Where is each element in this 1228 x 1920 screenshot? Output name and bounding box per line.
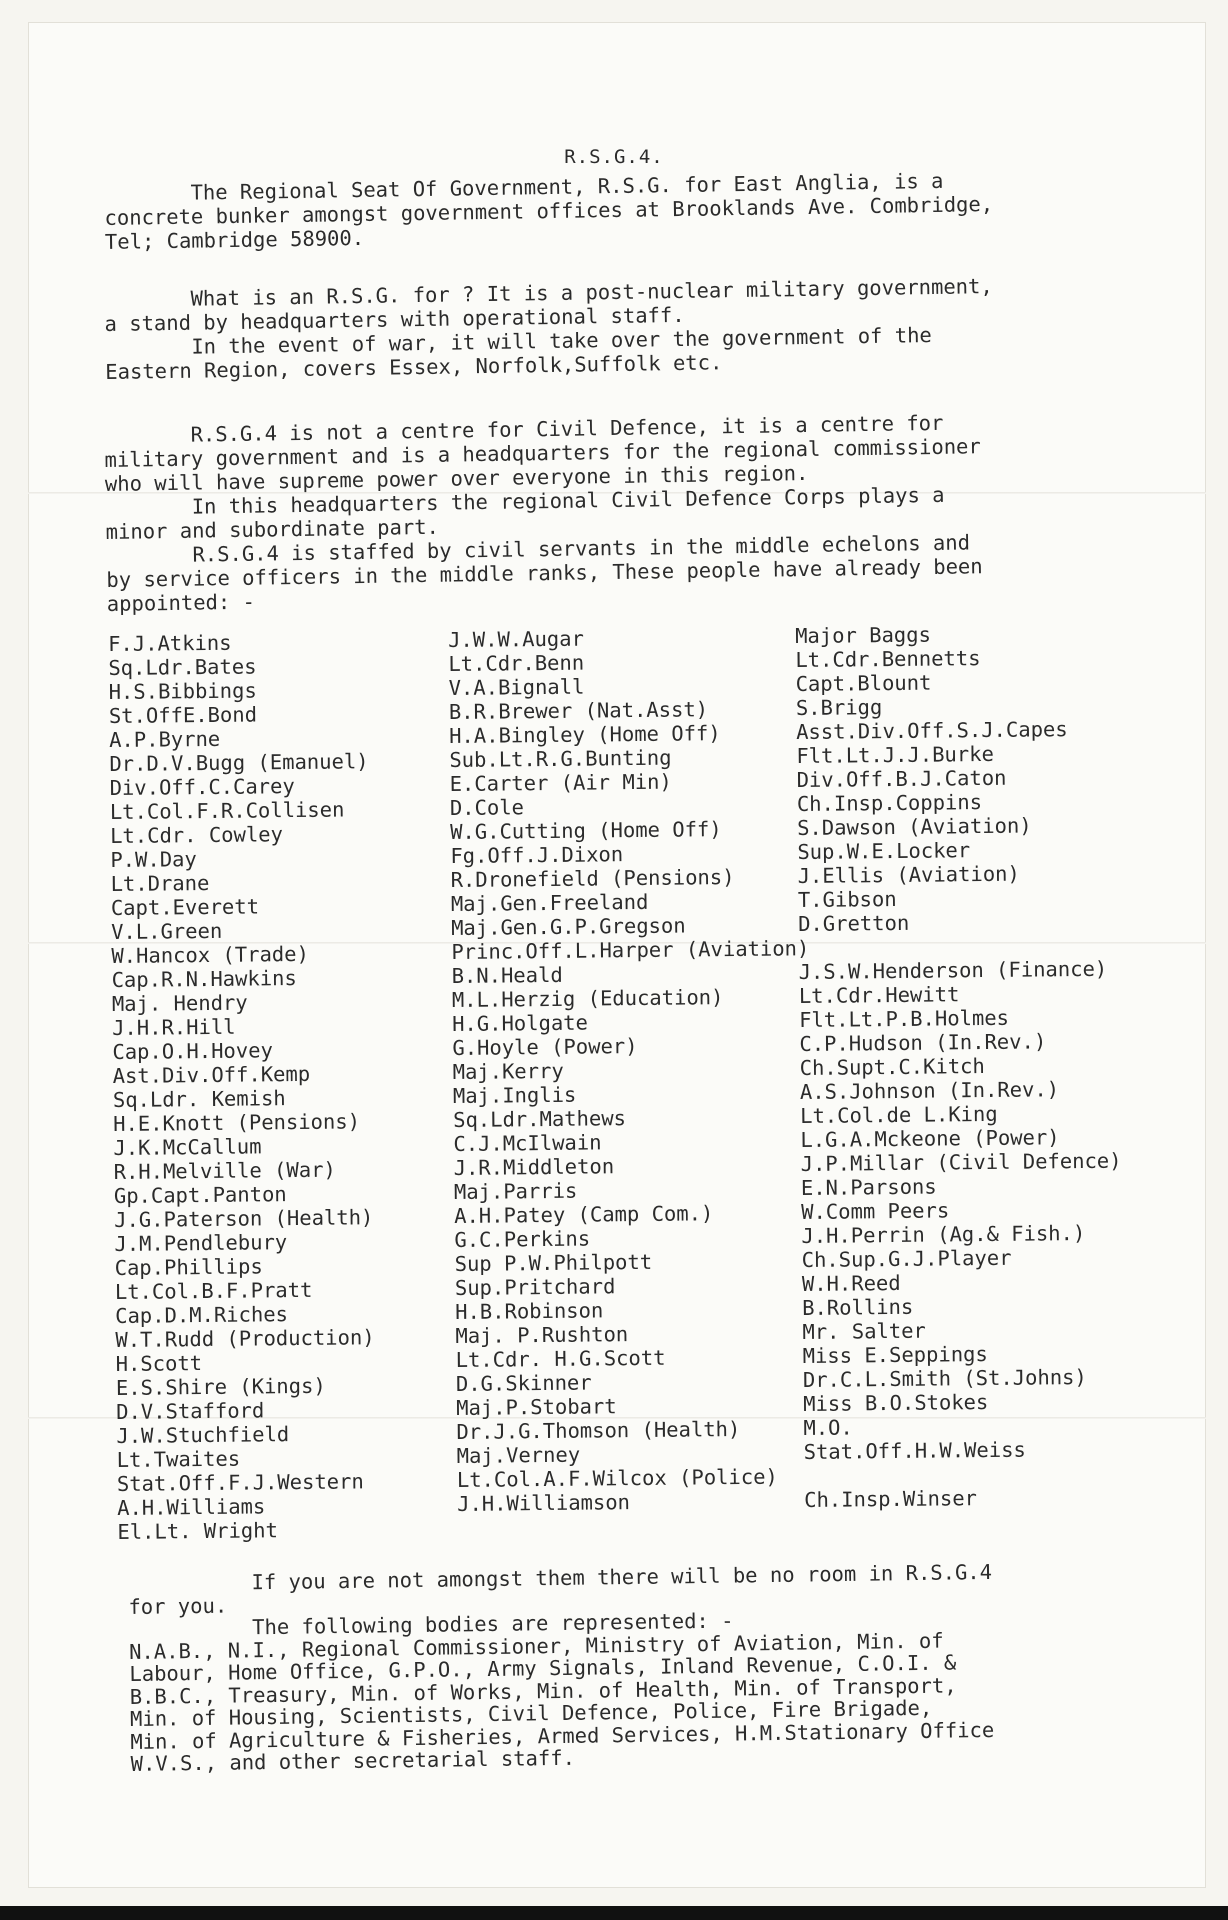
staff-name: H.E.Knott (Pensions) bbox=[113, 1109, 361, 1136]
staff-name: Lt.Col.B.F.Pratt bbox=[114, 1277, 313, 1304]
staff-name: J.H.Williamson bbox=[457, 1490, 631, 1516]
staff-name: C.J.McIlwain bbox=[453, 1130, 602, 1156]
staff-name: W.G.Cutting (Home Off) bbox=[450, 817, 722, 844]
staff-name: J.R.Middleton bbox=[453, 1154, 615, 1180]
staff-name: Lt.Cdr.Benn bbox=[448, 650, 585, 676]
staff-name: Sup.Pritchard bbox=[454, 1274, 616, 1300]
staff-name: H.B.Robinson bbox=[455, 1298, 604, 1324]
staff-name: R.Dronefield (Pensions) bbox=[450, 865, 735, 892]
staff-name: J.W.Stuchfield bbox=[116, 1422, 290, 1448]
staff-name: Maj.P.Stobart bbox=[456, 1394, 617, 1420]
staff-name: M.O. bbox=[803, 1415, 853, 1440]
staff-name: T.Gibson bbox=[797, 886, 897, 912]
staff-name: Lt.Cdr. H.G.Scott bbox=[455, 1345, 666, 1372]
staffing-paragraph: R.S.G.4 is not a centre for Civil Defence, it is a centre for military government and is a headquarters for the regional commissioner who will have supreme power over everyone in this region. In this headquarters the regional Civil Defence Corps plays a minor and subordinate part. R.S.G.4 is staffed by civil servants in the middle echelons and by service officers in the middle ranks, These people have already been appointed: - bbox=[104, 410, 983, 616]
staff-name bbox=[798, 933, 1119, 960]
staff-name: Princ.Off.L.Harper (Aviation) bbox=[451, 936, 810, 964]
staff-name: R.H.Melville (War) bbox=[113, 1157, 336, 1184]
staff-name: B.R.Brewer (Nat.Asst) bbox=[448, 697, 709, 724]
staff-name: P.W.Day bbox=[110, 847, 197, 872]
staff-name: Cap.O.H.Hovey bbox=[112, 1038, 273, 1064]
staff-name: Maj.Gen.Freeland bbox=[450, 889, 649, 916]
staff-name: Lt.Cdr.Bennetts bbox=[795, 646, 981, 672]
bottom-border bbox=[0, 1906, 1228, 1920]
staff-name: D.Cole bbox=[449, 795, 525, 820]
staff-name: Sq.Ldr. Kemish bbox=[112, 1086, 286, 1112]
staff-name: Ch.Supt.C.Kitch bbox=[799, 1054, 985, 1080]
staff-name: J.G.Paterson (Health) bbox=[114, 1205, 374, 1232]
staff-name: Div.Off.B.J.Caton bbox=[796, 765, 1007, 792]
staff-name: W.H.Reed bbox=[801, 1270, 901, 1296]
staff-name: Miss B.O.Stokes bbox=[803, 1390, 989, 1416]
staff-name: Maj.Parris bbox=[453, 1178, 578, 1204]
staff-name: Cap.Phillips bbox=[114, 1254, 263, 1280]
staff-name: Lt.Col.F.R.Collisen bbox=[109, 797, 345, 824]
staff-name: B.N.Heald bbox=[451, 962, 563, 988]
staff-name: A.H.Williams bbox=[117, 1494, 266, 1520]
staff-name: G.Hoyle (Power) bbox=[452, 1034, 638, 1060]
staff-name: Mr. Salter bbox=[802, 1318, 926, 1344]
staff-name: Dr.J.G.Thomson (Health) bbox=[456, 1416, 741, 1444]
staff-name: S.Brigg bbox=[795, 695, 883, 720]
staff-name: D.V.Stafford bbox=[116, 1398, 265, 1424]
staff-name: F.J.Atkins bbox=[108, 630, 232, 656]
staff-name: H.S.Bibbings bbox=[108, 678, 257, 704]
staff-name: J.M.Pendlebury bbox=[114, 1230, 288, 1256]
staff-name: Flt.Lt.P.B.Holmes bbox=[799, 1005, 1010, 1032]
staff-name: Fg.Off.J.Dixon bbox=[450, 842, 624, 868]
closing-paragraph: If you are not amongst them there will be no room in R.S.G.4 for you. The following bodies are represented: - N.A.B., N.I., Regional Commissioner, Ministry of Aviation, Min. of Labour, Home Office, G.P.O., Army Signals, Inland Revenue, C.O.I. & B.B.C., Treasury, Min. of Works, Min. of Health, Min. of Transport, Min. of Housing, Scientists, Civil Defence, Police, Fire Brigade, Min. of Agriculture & Fisheries, Armed Services, H.M.Stationary Office W.V.S., and other secretarial staff. bbox=[127, 1559, 995, 1776]
staff-name: J.Ellis (Aviation) bbox=[797, 861, 1020, 888]
staff-name: Flt.Lt.J.J.Burke bbox=[796, 741, 994, 768]
staff-name: Cap.D.M.Riches bbox=[115, 1302, 289, 1328]
staff-name: A.H.Patey (Camp Com.) bbox=[454, 1201, 714, 1228]
staff-name: Maj.Inglis bbox=[452, 1082, 577, 1108]
staff-name: H.Scott bbox=[115, 1351, 203, 1376]
staff-name: E.Carter (Air Min) bbox=[449, 769, 672, 796]
staff-name: Ch.Insp.Winser bbox=[804, 1486, 978, 1512]
staff-name: El.Lt. Wright bbox=[117, 1518, 278, 1544]
staff-name: Maj. P.Rushton bbox=[455, 1322, 629, 1348]
staff-name: Sub.Lt.R.G.Bunting bbox=[449, 745, 672, 772]
staff-name: J.H.Perrin (Ag.& Fish.) bbox=[801, 1220, 1086, 1248]
staff-name: E.N.Parsons bbox=[800, 1174, 937, 1200]
staff-name: J.H.R.Hill bbox=[112, 1014, 236, 1040]
staff-name: Sq.Ldr.Bates bbox=[108, 654, 257, 680]
staff-name: A.S.Johnson (In.Rev.) bbox=[799, 1077, 1060, 1104]
staff-name: W.Hancox (Trade) bbox=[111, 941, 309, 968]
staff-name: Ch.Insp.Coppins bbox=[796, 790, 983, 816]
staff-name: L.G.A.Mckeone (Power) bbox=[800, 1125, 1060, 1152]
staff-column-1 bbox=[108, 629, 377, 1544]
staff-name: C.P.Hudson (In.Rev.) bbox=[799, 1029, 1047, 1056]
staff-name: H.G.Holgate bbox=[452, 1010, 589, 1036]
staff-name: V.A.Bignall bbox=[448, 674, 585, 700]
staff-name: St.OffE.Bond bbox=[108, 702, 258, 728]
staff-name: Lt.Drane bbox=[110, 870, 210, 896]
staff-name: Sup P.W.Philpott bbox=[454, 1249, 653, 1276]
staff-name: Maj.Kerry bbox=[452, 1058, 564, 1084]
staff-name bbox=[804, 1461, 1125, 1488]
staff-name: G.C.Perkins bbox=[454, 1226, 591, 1252]
staff-name: Ast.Div.Off.Kemp bbox=[112, 1061, 311, 1088]
staff-name: Ch.Sup.G.J.Player bbox=[801, 1245, 1012, 1272]
staff-name: Lt.Col.A.F.Wilcox (Police) bbox=[456, 1464, 778, 1492]
staff-name: S.Dawson (Aviation) bbox=[797, 813, 1032, 840]
staff-name: Asst.Div.Off.S.J.Capes bbox=[796, 717, 1068, 744]
staff-column-3 bbox=[795, 621, 1125, 1512]
staff-name: Cap.R.N.Hawkins bbox=[111, 966, 297, 992]
staff-name: Maj.Gen.G.P.Gregson bbox=[451, 913, 686, 940]
staff-name: Capt.Everett bbox=[110, 894, 260, 920]
intro-paragraph: The Regional Seat Of Government, R.S.G. for East Anglia, is a concrete bunker amongst government offices at Brooklands Ave. Combridge, Tel; Cambridge 58900. bbox=[104, 168, 994, 254]
staff-name: J.P.Millar (Civil Defence) bbox=[800, 1148, 1122, 1176]
staff-name: Lt.Cdr. Cowley bbox=[110, 822, 284, 848]
staff-name: Stat.Off.F.J.Western bbox=[116, 1469, 364, 1496]
staff-name: M.L.Herzig (Education) bbox=[451, 985, 724, 1012]
staff-name: E.S.Shire (Kings) bbox=[115, 1373, 326, 1400]
staff-name: J.S.W.Henderson (Finance) bbox=[798, 956, 1108, 984]
staff-name: W.T.Rudd (Production) bbox=[115, 1325, 375, 1352]
staff-name: Maj.Verney bbox=[456, 1442, 581, 1468]
staff-name: Lt.Col.de L.King bbox=[800, 1101, 998, 1128]
staff-name: Sq.Ldr.Mathews bbox=[453, 1106, 627, 1132]
staff-name: W.Comm Peers bbox=[801, 1198, 950, 1224]
staff-name: Div.Off.C.Carey bbox=[109, 774, 295, 800]
staff-name: J.W.W.Augar bbox=[448, 626, 585, 652]
staff-column-2 bbox=[448, 624, 815, 1516]
staff-name: Lt.Twaites bbox=[116, 1446, 241, 1472]
staff-name: Maj. Hendry bbox=[111, 990, 248, 1016]
staff-name: Capt.Blount bbox=[795, 670, 932, 696]
staff-name: Major Baggs bbox=[795, 622, 932, 648]
staff-name: D.G.Skinner bbox=[455, 1370, 592, 1396]
staff-name: Dr.D.V.Bugg (Emanuel) bbox=[109, 749, 369, 776]
staff-name: Sup.W.E.Locker bbox=[797, 838, 971, 864]
staff-name: D.Gretton bbox=[798, 910, 910, 936]
staff-name: J.K.McCallum bbox=[113, 1134, 262, 1160]
staff-name: V.L.Green bbox=[111, 918, 223, 944]
staff-name: Stat.Off.H.W.Weiss bbox=[803, 1437, 1026, 1464]
staff-name: H.A.Bingley (Home Off) bbox=[449, 721, 721, 748]
staff-name: Gp.Capt.Panton bbox=[113, 1182, 287, 1208]
purpose-paragraph: What is an R.S.G. for ? It is a post-nuclear military government, a stand by headquarters with operational staff. In the event of war, it will take over the government of the Eastern Region, covers Essex, Norfolk,Suffolk etc. bbox=[104, 274, 993, 384]
staff-name: Lt.Cdr.Hewitt bbox=[798, 982, 960, 1008]
staff-name: Dr.C.L.Smith (St.Johns) bbox=[802, 1364, 1087, 1392]
staff-name: A.P.Byrne bbox=[109, 726, 221, 752]
document-title: R.S.G.4. bbox=[564, 146, 664, 168]
staff-name: B.Rollins bbox=[802, 1294, 914, 1320]
staff-name: Miss E.Seppings bbox=[802, 1342, 988, 1368]
